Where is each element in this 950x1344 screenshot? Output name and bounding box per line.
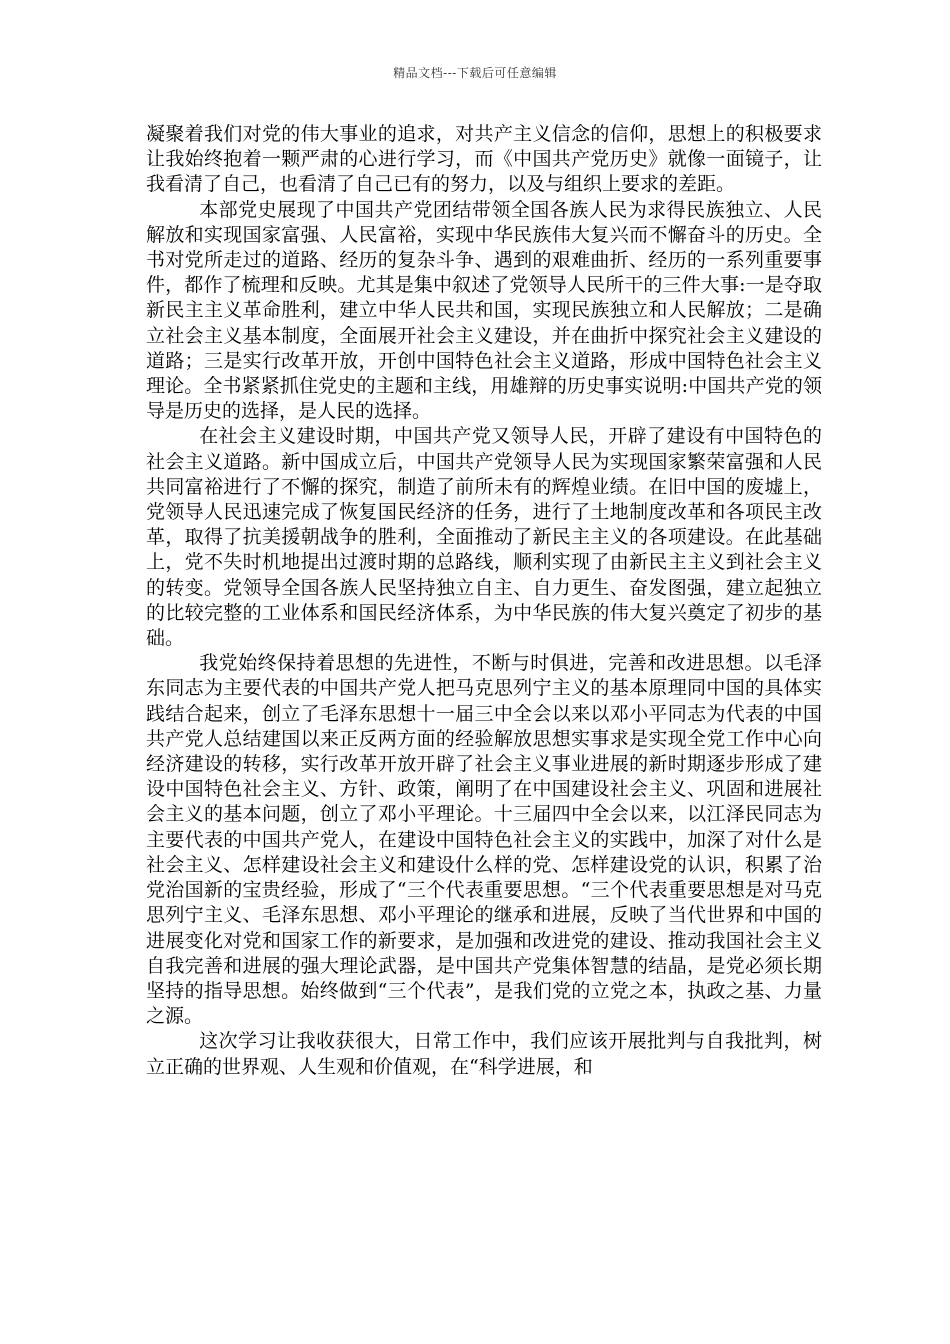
paragraph-socialist-construction: 在社会主义建设时期，中国共产党又领导人民，开辟了建设有中国特色的社会主义道路。新中国成立后，中国共产党领导人民为实现国家繁荣富强和人民共同富裕进行了不懈的探究，制造了前所未有的辉煌业绩。在旧中国的废墟上，党领导人民迅速完成了恢复国民经济的任务，进行了土地制度改革和各项民主改革，取得了抗美援朝战争的胜利，全面推动了新民主主义的各项建设。在此基础上，党不失时机地提出过渡时期的总路线，顺利实现了由新民主主义到社会主义的转变。党领导全国各族人民坚持独立自主、自力更生、奋发图强，建立起独立的比较完整的工业体系和国民经济体系，为中华民族的伟大复兴奠定了初步的基础。 (146, 425, 822, 650)
paragraph-continuation: 凝聚着我们对党的伟大事业的追求，对共产主义信念的信仰，思想上的积极要求让我始终抱着一颗严肃的心进行学习，而《中国共产党历史》就像一面镜子，让我看清了自己，也看清了自己已有的努力，以及与组织上要求的差距。 (146, 123, 822, 196)
page-header: 精品文档---下载后可任意编辑 (393, 66, 557, 80)
paragraph-party-history-overview: 本部党史展现了中国共产党团结带领全国各族人民为求得民族独立、人民解放和实现国家富强、人民富裕，实现中华民族伟大复兴而不懈奋斗的历史。全书对党所走过的道路、经历的复杂斗争、遇到的艰难曲折、经历的一系列重要事件，都作了梳理和反映。尤其是集中叙述了党领导人民所干的三件大事:一是夺取新民主主义革命胜利，建立中华人民共和国，实现民族独立和人民解放；二是确立社会主义基本制度，全面展开社会主义建设，并在曲折中探究社会主义建设的道路；三是实行改革开放，开创中国特色社会主义道路，形成中国特色社会主义理论。全书紧紧抓住党史的主题和主线，用雄辩的历史事实说明:中国共产党的领导是历史的选择，是人民的选择。 (146, 198, 822, 423)
paragraph-advanced-thought: 我党始终保持着思想的先进性，不断与时俱进，完善和改进思想。以毛泽东同志为主要代表的中国共产党人把马克思列宁主义的基本原理同中国的具体实践结合起来，创立了毛泽东思想十一届三中全会以来以邓小平同志为代表的中国共产党人总结建国以来正反两方面的经验解放思想实事求是实现全党工作中心向经济建设的转移，实行改革开放开辟了社会主义事业进展的新时期逐步形成了建设中国特色社会主义、方针、政策，阐明了在中国建设社会主义、巩固和进展社会主义的基本问题，创立了邓小平理论。十三届四中全会以来，以江泽民同志为主要代表的中国共产党人，在建设中国特色社会主义的实践中，加深了对什么是社会主义、怎样建设社会主义和建设什么样的党、怎样建设党的认识，积累了治党治国新的宝贵经验，形成了“三个代表重要思想。“三个代表重要思想是对马克思列宁主义、毛泽东思想、邓小平理论的继承和进展，反映了当代世界和中国的进展变化对党和国家工作的新要求，是加强和改进党的建设、推动我国社会主义自我完善和进展的强大理论武器，是中国共产党集体智慧的结晶，是党必须长期坚持的指导思想。始终做到“三个代表”，是我们党的立党之本，执政之基、力量之源。 (146, 652, 822, 1028)
document-body (146, 122, 822, 1080)
paragraph-study-harvest: 这次学习让我收获很大，日常工作中，我们应该开展批判与自我批判，树立正确的世界观、人生观和价值观，在“科学进展，和 (146, 1030, 822, 1078)
